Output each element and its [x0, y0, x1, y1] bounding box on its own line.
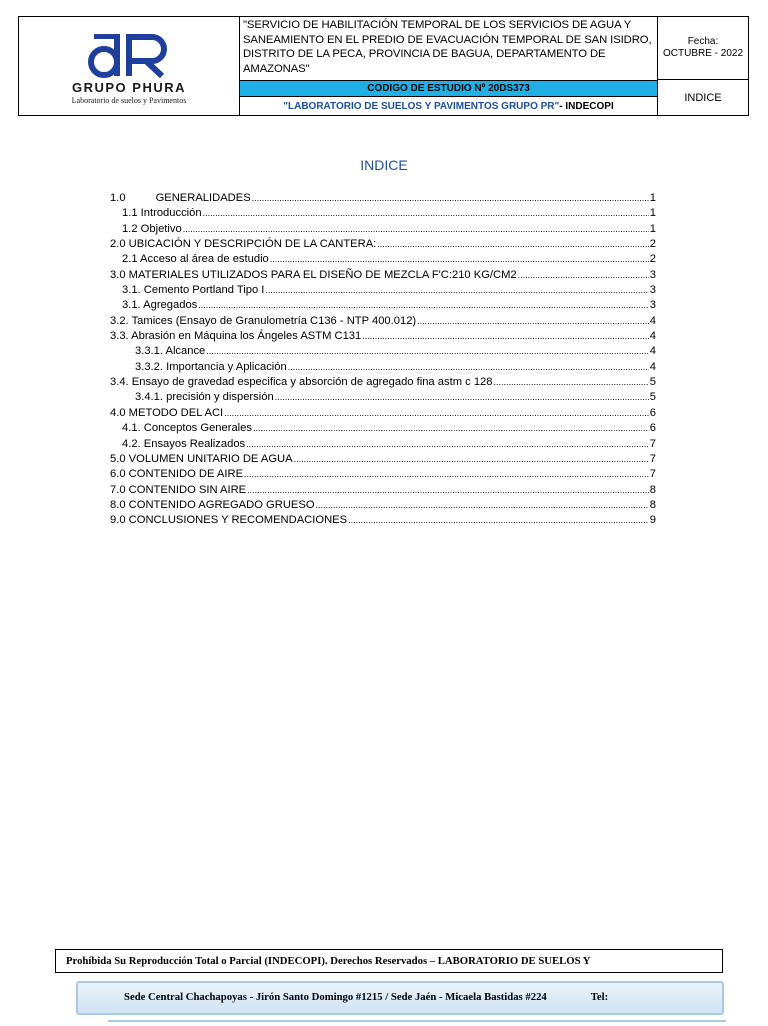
- toc-page-number: 5: [649, 391, 656, 404]
- toc-entry[interactable]: [110, 437, 656, 452]
- logo-cell: [19, 17, 240, 115]
- toc-entry[interactable]: [110, 467, 656, 482]
- toc-entry[interactable]: [110, 314, 656, 329]
- toc-leader: [348, 513, 649, 528]
- toc-leader: [206, 344, 648, 359]
- toc-leader: [294, 452, 649, 467]
- lab-name: "LABORATORIO DE SUELOS Y PAVIMENTOS GRUPO PR": [283, 100, 560, 112]
- toc-leader: [362, 329, 649, 344]
- toc-page-number: 7: [649, 452, 656, 465]
- toc-title: INDICE: [360, 157, 408, 173]
- toc-entry-label: 3.2. Tamices (Ensayo de Granulometría C136 - NTP 400.012): [110, 314, 417, 327]
- service-title: "SERVICIO DE HABILITACIÓN TEMPORAL DE LOS SERVICIOS DE AGUA Y SANEAMIENTO EN EL PREDIO DE EVACUACIÓN TEMPORAL DE SAN ISIDRO, DISTRITO DE LA PECA, PROVINCIA DE BAGUA, DEPARTAMENTO DE AMAZONAS": [243, 19, 652, 75]
- toc-entry[interactable]: [110, 206, 656, 221]
- toc-page-number: 1: [649, 222, 656, 235]
- toc-page-number: 2: [649, 238, 656, 251]
- toc-page-number: 1: [649, 192, 656, 204]
- date-label: Fecha:: [687, 36, 719, 47]
- toc-entry[interactable]: [110, 483, 656, 498]
- logo-subtitle: Laboratorio de suelos y Pavimentos: [71, 96, 187, 105]
- toc-leader: [265, 283, 648, 298]
- toc-entry[interactable]: [110, 191, 656, 206]
- toc-entry[interactable]: [110, 513, 656, 528]
- toc-entry[interactable]: [110, 329, 656, 344]
- toc-page-number: 6: [649, 422, 656, 435]
- toc-page-number: 4: [649, 360, 656, 373]
- toc-leader: [253, 421, 649, 436]
- toc-entry[interactable]: [110, 222, 656, 237]
- document-header: [18, 16, 749, 116]
- toc-page-number: 9: [649, 514, 656, 527]
- toc-leader: [247, 483, 649, 498]
- toc-entry[interactable]: [110, 452, 656, 467]
- toc-page-number: 8: [649, 483, 656, 496]
- toc-entry[interactable]: [110, 375, 656, 390]
- toc-entry-label: 4.1. Conceptos Generales: [122, 422, 252, 435]
- toc-leader: [246, 437, 649, 452]
- section-label: INDICE: [684, 91, 722, 104]
- toc-page-number: 6: [649, 406, 656, 419]
- toc-page-number: 7: [649, 468, 656, 481]
- toc-leader: [203, 206, 649, 221]
- toc-entry[interactable]: [110, 406, 656, 421]
- toc-page-number: 4: [649, 345, 656, 358]
- tel-label: Tel:: [590, 991, 609, 1003]
- toc-entry-label: 3.3.2. Importancia y Aplicación: [135, 360, 287, 373]
- toc-page-number: 3: [649, 299, 656, 312]
- toc-leader: [224, 406, 649, 421]
- toc-leader: [244, 467, 649, 482]
- toc-page-number: 5: [649, 376, 656, 389]
- toc-entry-label: 1.1 Introducción: [122, 207, 202, 220]
- toc-leader: [417, 314, 649, 329]
- toc-page-number: 3: [649, 284, 656, 297]
- toc-entry-label: 9.0 CONCLUSIONES Y RECOMENDACIONES: [110, 514, 348, 527]
- toc-entry[interactable]: [110, 298, 656, 313]
- lab-suffix: - INDECOPI: [559, 100, 614, 112]
- grupo-phura-logo: [74, 28, 184, 78]
- toc-entry-number: 1.0: [110, 192, 126, 204]
- toc-entry-label: 3.4. Ensayo de gravedad especifica y absorción de agregado fina astm c 128: [110, 376, 493, 389]
- toc-leader: [377, 237, 648, 252]
- toc-leader: [288, 360, 649, 375]
- toc-leader: [518, 268, 649, 283]
- toc-entry-label: 2.0 UBICACIÓN Y DESCRIPCIÓN DE LA CANTERA:: [110, 238, 377, 251]
- toc-entry-label: 5.0 VOLUMEN UNITARIO DE AGUA: [110, 452, 293, 465]
- address-band: [76, 981, 724, 1015]
- toc-leader: [316, 498, 649, 513]
- toc-page-number: 7: [649, 437, 656, 450]
- toc-entry[interactable]: [110, 283, 656, 298]
- toc-entry[interactable]: [110, 360, 656, 375]
- toc-page-number: 4: [649, 314, 656, 327]
- toc-entry-label: 3.1. Agregados: [122, 299, 198, 312]
- toc-entry-label: 1.0 GENERALIDADES: [110, 192, 251, 204]
- toc-entry-label: 3.3.1. Alcance: [135, 345, 206, 358]
- study-code: CODIGO DE ESTUDIO Nº 20DS373: [240, 80, 657, 97]
- toc-page-number: 8: [649, 498, 656, 511]
- toc-entry-label: 4.0 METODO DEL ACI: [110, 406, 224, 419]
- address-text: Sede Central Chachapoyas - Jirón Santo Domingo #1215 / Sede Jaén - Micaela Bastidas #224: [124, 991, 547, 1003]
- toc-page-number: 3: [649, 268, 656, 281]
- footer-divider: [108, 1020, 726, 1026]
- toc-page-number: 2: [649, 253, 656, 266]
- toc-page-number: 1: [649, 207, 656, 220]
- lab-line: [240, 97, 657, 115]
- toc-entry[interactable]: [110, 390, 656, 405]
- toc-leader: [252, 191, 649, 206]
- toc-leader: [493, 375, 648, 390]
- logo-name: GRUPO PHURA: [71, 80, 186, 95]
- toc-entry[interactable]: [110, 237, 656, 252]
- toc-entry[interactable]: [110, 252, 656, 267]
- meta-cell: [658, 17, 748, 115]
- toc-entry-label: 7.0 CONTENIDO SIN AIRE: [110, 483, 247, 496]
- toc-entry-label: 3.3. Abrasión en Máquina los Ángeles ASTM C131: [110, 330, 362, 343]
- toc-entry[interactable]: [110, 344, 656, 359]
- toc-leader: [275, 390, 649, 405]
- toc-leader: [183, 222, 649, 237]
- copyright-notice: Prohíbida Su Reproducción Total o Parcial (INDECOPI). Derechos Reservados – LABORATORIO DE SUELOS Y: [55, 949, 723, 973]
- toc-entry-label: 8.0 CONTENIDO AGREGADO GRUESO: [110, 498, 315, 511]
- toc-page-number: 4: [649, 330, 656, 343]
- toc-entry[interactable]: [110, 421, 656, 436]
- toc-entry-label: 1.2 Objetivo: [122, 222, 182, 235]
- date-box: [658, 17, 748, 80]
- toc-entry[interactable]: [110, 498, 656, 513]
- toc-entry-label: 3.4.1. precisión y dispersión: [135, 391, 274, 404]
- toc-entry-label: 4.2. Ensayos Realizados: [122, 437, 246, 450]
- toc-leader: [198, 298, 649, 313]
- date-value: OCTUBRE - 2022: [662, 48, 744, 59]
- toc-entry-label: 3.0 MATERIALES UTILIZADOS PARA EL DISEÑO DE MEZCLA F'C:210 KG/CM2: [110, 268, 517, 281]
- toc-entry-label: 3.1. Cemento Portland Tipo I: [122, 284, 265, 297]
- toc-entry-label: 6.0 CONTENIDO DE AIRE: [110, 468, 244, 481]
- toc-entry-label: 2.1 Acceso al área de estudio: [122, 253, 269, 266]
- title-cell: [240, 17, 658, 115]
- table-of-contents: [110, 191, 656, 529]
- toc-entry[interactable]: [110, 268, 656, 283]
- toc-leader: [270, 252, 649, 267]
